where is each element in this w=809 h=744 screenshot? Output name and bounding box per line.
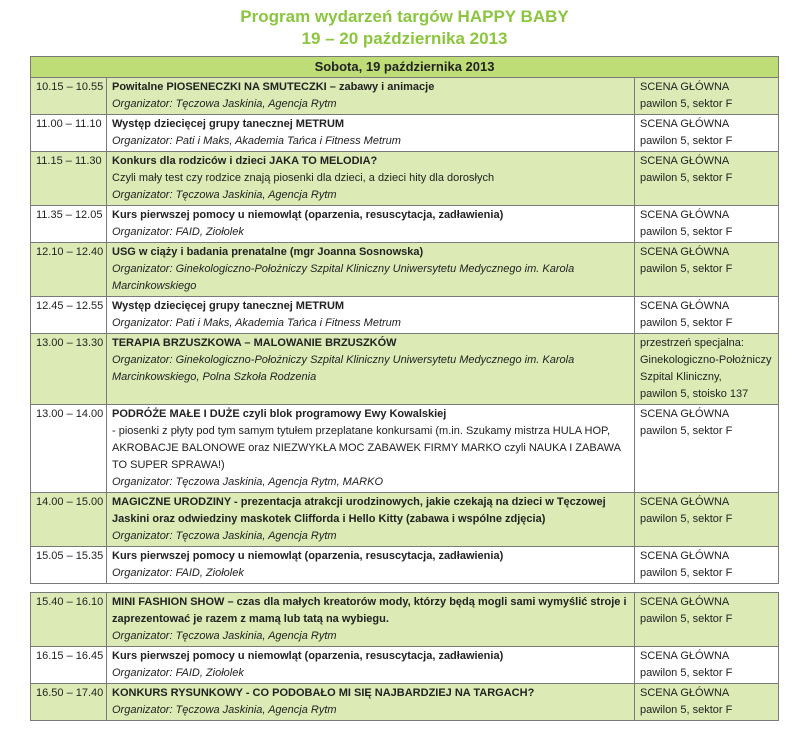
event-time: 12.10 – 12.40 bbox=[31, 243, 107, 297]
schedule-row bbox=[31, 405, 779, 493]
event-title: MAGICZNE URODZINY - prezentacja atrakcji urodzinowych, jakie czekają na dzieci w Tęczowej Jaskini oraz odwiedziny maskotek Clifforda i Hello Kitty (zabawa i wspólne zdjęcia) bbox=[112, 496, 606, 525]
event-venue-location: pawilon 5, sektor F bbox=[640, 704, 733, 716]
day-header-row bbox=[31, 57, 779, 78]
event-time: 11.15 – 11.30 bbox=[31, 152, 107, 206]
schedule-table-main bbox=[30, 56, 779, 584]
schedule-table-continued bbox=[30, 592, 779, 721]
event-venue-cell bbox=[635, 405, 779, 493]
event-venue-location: pawilon 5, sektor F bbox=[640, 317, 733, 329]
event-venue: SCENA GŁÓWNA bbox=[640, 687, 730, 699]
event-organizer: Organizator: Pati i Maks, Akademia Tańca i Fitness Metrum bbox=[112, 135, 401, 147]
page-subtitle-dates: 19 – 20 października 2013 bbox=[301, 29, 508, 48]
event-venue-cell bbox=[635, 115, 779, 152]
event-venue-cell bbox=[635, 684, 779, 721]
schedule-row bbox=[31, 243, 779, 297]
event-venue-cell bbox=[635, 547, 779, 584]
event-organizer: Organizator: Tęczowa Jaskinia, Agencja Rytm bbox=[112, 530, 337, 542]
event-title: Kurs pierwszej pomocy u niemowląt (oparzenia, resuscytacja, zadławienia) bbox=[112, 650, 504, 662]
event-cell bbox=[107, 334, 635, 405]
event-time: 11.00 – 11.10 bbox=[31, 115, 107, 152]
day-header: Sobota, 19 października 2013 bbox=[31, 57, 779, 78]
event-venue-location: pawilon 5, sektor F bbox=[640, 567, 733, 579]
event-organizer: Organizator: FAID, Ziołolek bbox=[112, 567, 244, 579]
event-title: Konkurs dla rodziców i dzieci JAKA TO MELODIA? bbox=[112, 155, 378, 167]
event-venue: SCENA GŁÓWNA bbox=[640, 155, 730, 167]
event-venue-location: pawilon 5, sektor F bbox=[640, 513, 733, 525]
schedule-row bbox=[31, 78, 779, 115]
event-venue-cell bbox=[635, 206, 779, 243]
event-organizer: Organizator: Ginekologiczno-Położniczy Szpital Kliniczny Uniwersytetu Medycznego im. Karola Marcinkowskiego bbox=[112, 263, 575, 292]
event-venue-cell bbox=[635, 493, 779, 547]
event-title: TERAPIA BRZUSZKOWA – MALOWANIE BRZUSZKÓW bbox=[112, 337, 397, 349]
event-title: MINI FASHION SHOW – czas dla małych kreatorów mody, którzy będą mogli sami wymyślić stroje i zaprezentować je razem z mamą lub tatą na wybiegu. bbox=[112, 596, 627, 625]
event-cell bbox=[107, 493, 635, 547]
event-venue-cell bbox=[635, 593, 779, 647]
event-cell bbox=[107, 593, 635, 647]
event-venue-location: pawilon 5, sektor F bbox=[640, 667, 733, 679]
event-description: Czyli mały test czy rodzice znają piosenki dla dzieci, a dzieci hity dla dorosłych bbox=[112, 172, 495, 184]
event-venue-cell bbox=[635, 243, 779, 297]
event-venue: SCENA GŁÓWNA bbox=[640, 596, 730, 608]
event-venue-cell bbox=[635, 152, 779, 206]
event-venue: SCENA GŁÓWNA bbox=[640, 650, 730, 662]
event-venue: przestrzeń specjalna: Ginekologiczno-Położniczy Szpital Kliniczny, bbox=[640, 337, 772, 383]
event-venue: SCENA GŁÓWNA bbox=[640, 408, 730, 420]
schedule-row bbox=[31, 115, 779, 152]
page-title: Program wydarzeń targów HAPPY BABY bbox=[240, 7, 569, 26]
event-venue-location: pawilon 5, sektor F bbox=[640, 613, 733, 625]
event-venue-location: pawilon 5, sektor F bbox=[640, 425, 733, 437]
event-venue-location: pawilon 5, sektor F bbox=[640, 263, 733, 275]
event-time: 16.15 – 16.45 bbox=[31, 647, 107, 684]
event-venue-location: pawilon 5, sektor F bbox=[640, 172, 733, 184]
event-cell bbox=[107, 115, 635, 152]
schedule-row bbox=[31, 547, 779, 584]
event-cell bbox=[107, 647, 635, 684]
event-time: 12.45 – 12.55 bbox=[31, 297, 107, 334]
event-venue: SCENA GŁÓWNA bbox=[640, 496, 730, 508]
event-organizer: Organizator: Tęczowa Jaskinia, Agencja Rytm bbox=[112, 98, 337, 110]
event-venue: SCENA GŁÓWNA bbox=[640, 300, 730, 312]
event-cell bbox=[107, 405, 635, 493]
event-time: 10.15 – 10.55 bbox=[31, 78, 107, 115]
event-venue-location: pawilon 5, stoisko 137 bbox=[640, 388, 749, 400]
event-title: PODRÓŻE MAŁE I DUŻE czyli blok programowy Ewy Kowalskiej bbox=[112, 408, 447, 420]
event-organizer: Organizator: Tęczowa Jaskinia, Agencja Rytm bbox=[112, 630, 337, 642]
event-description: - piosenki z płyty pod tym samym tytułem przeplatane konkursami (m.in. Szukamy mistrza HULA HOP, AKROBACJE BALONOWE oraz NIEZWYKŁA MOC ZABAWEK FIRMY MARKO czyli NAUKA I ZABAWA TO SUPER SPRAWA!) bbox=[112, 425, 621, 471]
event-title: Występ dziecięcej grupy tanecznej METRUM bbox=[112, 118, 345, 130]
event-cell bbox=[107, 684, 635, 721]
event-venue-cell bbox=[635, 334, 779, 405]
event-organizer: Organizator: FAID, Ziołolek bbox=[112, 226, 244, 238]
event-title: Kurs pierwszej pomocy u niemowląt (oparzenia, resuscytacja, zadławienia) bbox=[112, 550, 504, 562]
event-venue: SCENA GŁÓWNA bbox=[640, 209, 730, 221]
event-title: Występ dziecięcej grupy tanecznej METRUM bbox=[112, 300, 345, 312]
schedule-row bbox=[31, 647, 779, 684]
event-organizer: Organizator: Pati i Maks, Akademia Tańca i Fitness Metrum bbox=[112, 317, 401, 329]
event-organizer: Organizator: Ginekologiczno-Położniczy Szpital Kliniczny Uniwersytetu Medycznego im. Karola Marcinkowskiego, Polna Szkoła Rodzenia bbox=[112, 354, 575, 383]
event-venue-cell bbox=[635, 647, 779, 684]
event-venue: SCENA GŁÓWNA bbox=[640, 81, 730, 93]
event-cell bbox=[107, 243, 635, 297]
schedule-row bbox=[31, 593, 779, 647]
event-time: 13.00 – 14.00 bbox=[31, 405, 107, 493]
schedule-row bbox=[31, 152, 779, 206]
event-title: Kurs pierwszej pomocy u niemowląt (oparzenia, resuscytacja, zadławienia) bbox=[112, 209, 504, 221]
event-time: 16.50 – 17.40 bbox=[31, 684, 107, 721]
event-venue-cell bbox=[635, 78, 779, 115]
schedule-row bbox=[31, 334, 779, 405]
event-venue-location: pawilon 5, sektor F bbox=[640, 226, 733, 238]
event-organizer: Organizator: Tęczowa Jaskinia, Agencja Rytm, MARKO bbox=[112, 476, 384, 488]
event-cell bbox=[107, 152, 635, 206]
schedule-row bbox=[31, 206, 779, 243]
event-venue: SCENA GŁÓWNA bbox=[640, 118, 730, 130]
event-title: USG w ciąży i badania prenatalne (mgr Joanna Sosnowska) bbox=[112, 246, 424, 258]
schedule-row bbox=[31, 297, 779, 334]
event-time: 14.00 – 15.00 bbox=[31, 493, 107, 547]
event-time: 15.05 – 15.35 bbox=[31, 547, 107, 584]
event-organizer: Organizator: FAID, Ziołolek bbox=[112, 667, 244, 679]
event-title: Powitalne PIOSENECZKI NA SMUTECZKI – zabawy i animacje bbox=[112, 81, 435, 93]
event-cell bbox=[107, 206, 635, 243]
event-organizer: Organizator: Tęczowa Jaskinia, Agencja Rytm bbox=[112, 189, 337, 201]
event-venue-location: pawilon 5, sektor F bbox=[640, 98, 733, 110]
event-cell bbox=[107, 78, 635, 115]
event-venue-cell bbox=[635, 297, 779, 334]
schedule-row bbox=[31, 493, 779, 547]
event-cell bbox=[107, 547, 635, 584]
event-organizer: Organizator: Tęczowa Jaskinia, Agencja Rytm bbox=[112, 704, 337, 716]
event-venue: SCENA GŁÓWNA bbox=[640, 550, 730, 562]
event-venue: SCENA GŁÓWNA bbox=[640, 246, 730, 258]
event-time: 15.40 – 16.10 bbox=[31, 593, 107, 647]
event-time: 13.00 – 13.30 bbox=[31, 334, 107, 405]
event-title: KONKURS RYSUNKOWY - CO PODOBAŁO MI SIĘ NAJBARDZIEJ NA TARGACH? bbox=[112, 687, 535, 699]
event-venue-location: pawilon 5, sektor F bbox=[640, 135, 733, 147]
event-time: 11.35 – 12.05 bbox=[31, 206, 107, 243]
event-cell bbox=[107, 297, 635, 334]
schedule-row bbox=[31, 684, 779, 721]
